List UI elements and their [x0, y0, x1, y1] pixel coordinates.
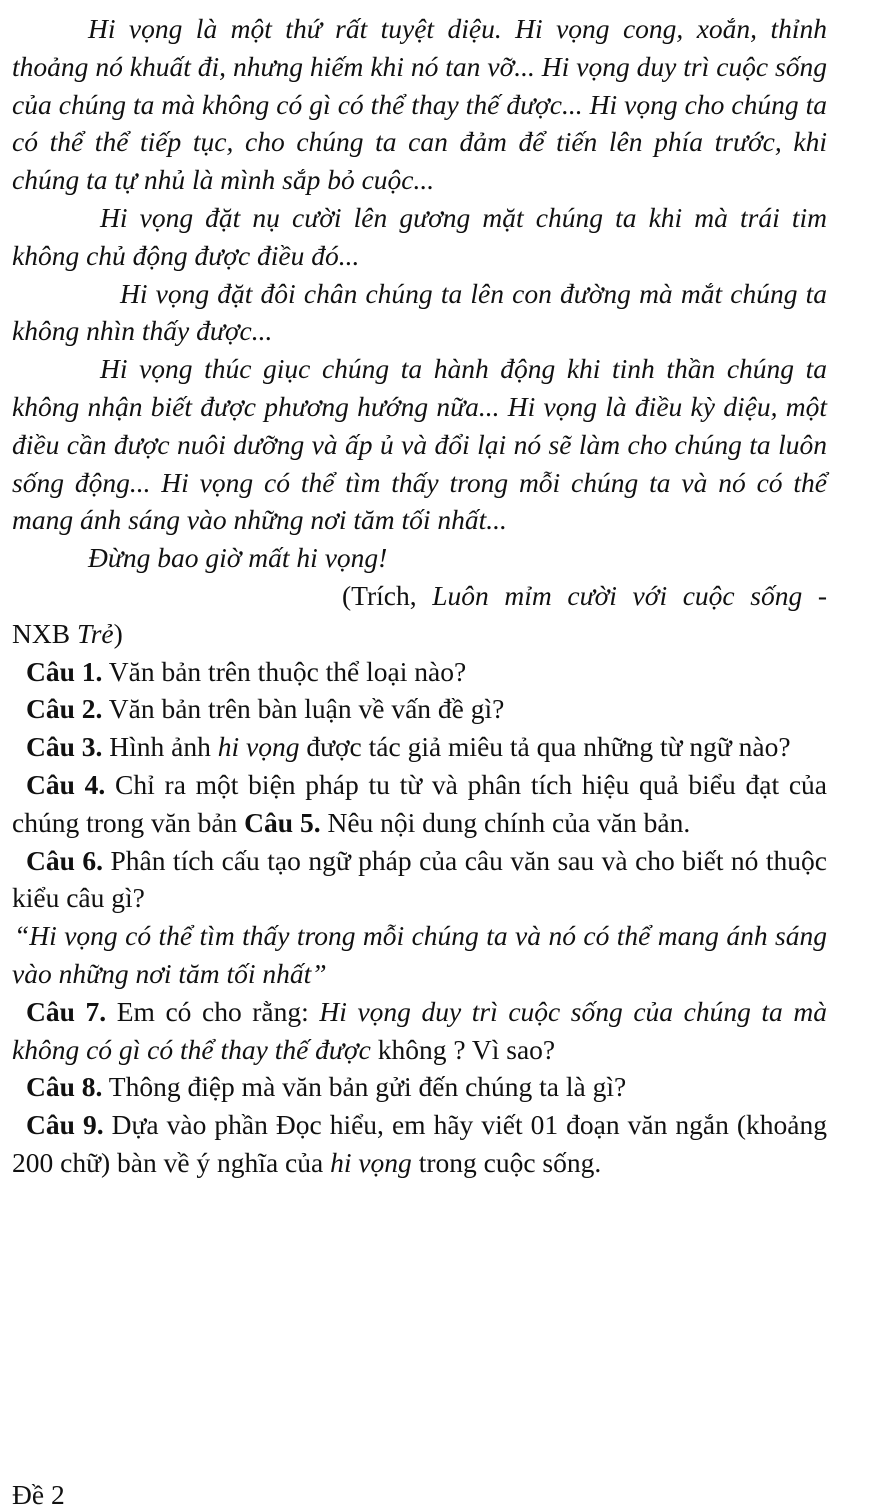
passage-paragraph-1: Hi vọng là một thứ rất tuyệt diệu. Hi vọng cong, xoắn, thỉnh thoảng nó khuất đi, nhưng hiếm khi nó tan vỡ... Hi vọng duy trì cuộc sống của chúng ta mà không có gì có thể thay thế được... Hi vọng cho chúng ta có thể thể tiếp tục, cho chúng ta can đảm để tiến lên phía trước, khi chúng ta tự nhủ là mình sắp bỏ cuộc...	[12, 13, 827, 196]
source-citation: (Trích, Luôn mỉm cười với cuộc sống - NXB Trẻ)	[12, 579, 827, 649]
cut-off-heading: Đề 2	[12, 1479, 65, 1510]
question-4: Câu 4. Chỉ ra một biện pháp tu từ và phân tích hiệu quả biểu đạt của chúng trong văn bản Câu 5. Nêu nội dung chính của văn bản.	[12, 768, 828, 838]
question-6: Câu 6. Phân tích cấu tạo ngữ pháp của câu văn sau và cho biết nó thuộc kiểu câu gì?	[12, 844, 827, 914]
question-7: Câu 7. Em có cho rằng: Hi vọng duy trì cuộc sống của chúng ta mà không có gì có thể thay thế được không ? Vì sao?	[12, 995, 827, 1065]
question-2: Câu 2. Văn bản trên bàn luận về vấn đề gì?	[26, 693, 505, 725]
question-9: Câu 9. Dựa vào phần Đọc hiểu, em hãy viết 01 đoạn văn ngắn (khoảng 200 chữ) bàn về ý nghĩa của hi vọng trong cuộc sống.	[12, 1109, 827, 1178]
source-publisher: Trẻ	[76, 617, 114, 649]
question-3: Câu 3. Hình ảnh hi vọng được tác giả miêu tả qua những từ ngữ nào?	[26, 731, 791, 763]
source-title: Luôn mỉm cười với cuộc sống	[432, 579, 803, 611]
question-8: Câu 8. Thông điệp mà văn bản gửi đến chúng ta là gì?	[26, 1071, 627, 1103]
passage-paragraph-4: Hi vọng thúc giục chúng ta hành động khi tinh thần chúng ta không nhận biết được phương hướng nữa... Hi vọng là điều kỳ diệu, một điều cần được nuôi dưỡng và ấp ủ và đổi lại nó sẽ làm cho chúng ta luôn sống động... Hi vọng có thể tìm thấy trong mỗi chúng ta và nó có thể mang ánh sáng vào những nơi tăm tối nhất...	[12, 353, 827, 536]
question-list	[12, 653, 827, 1182]
question-1: Câu 1. Văn bản trên thuộc thể loại nào?	[26, 655, 467, 687]
passage-paragraph-2: Hi vọng đặt nụ cười lên gương mặt chúng ta khi mà trái tim không chủ động được điều đó...	[12, 201, 827, 271]
question-5-text: Nêu nội dung chính của văn bản.	[320, 806, 691, 838]
reading-passage	[12, 10, 827, 653]
passage-paragraph-5: Đừng bao giờ mất hi vọng!	[88, 542, 388, 574]
passage-paragraph-3: Hi vọng đặt đôi chân chúng ta lên con đường mà mắt chúng ta không nhìn thấy được...	[12, 277, 827, 347]
question-6-quote: “Hi vọng có thể tìm thấy trong mỗi chúng ta và nó có thể mang ánh sáng vào những nơi tăm tối nhất”	[12, 920, 827, 989]
question-5-label: Câu 5.	[244, 806, 321, 838]
